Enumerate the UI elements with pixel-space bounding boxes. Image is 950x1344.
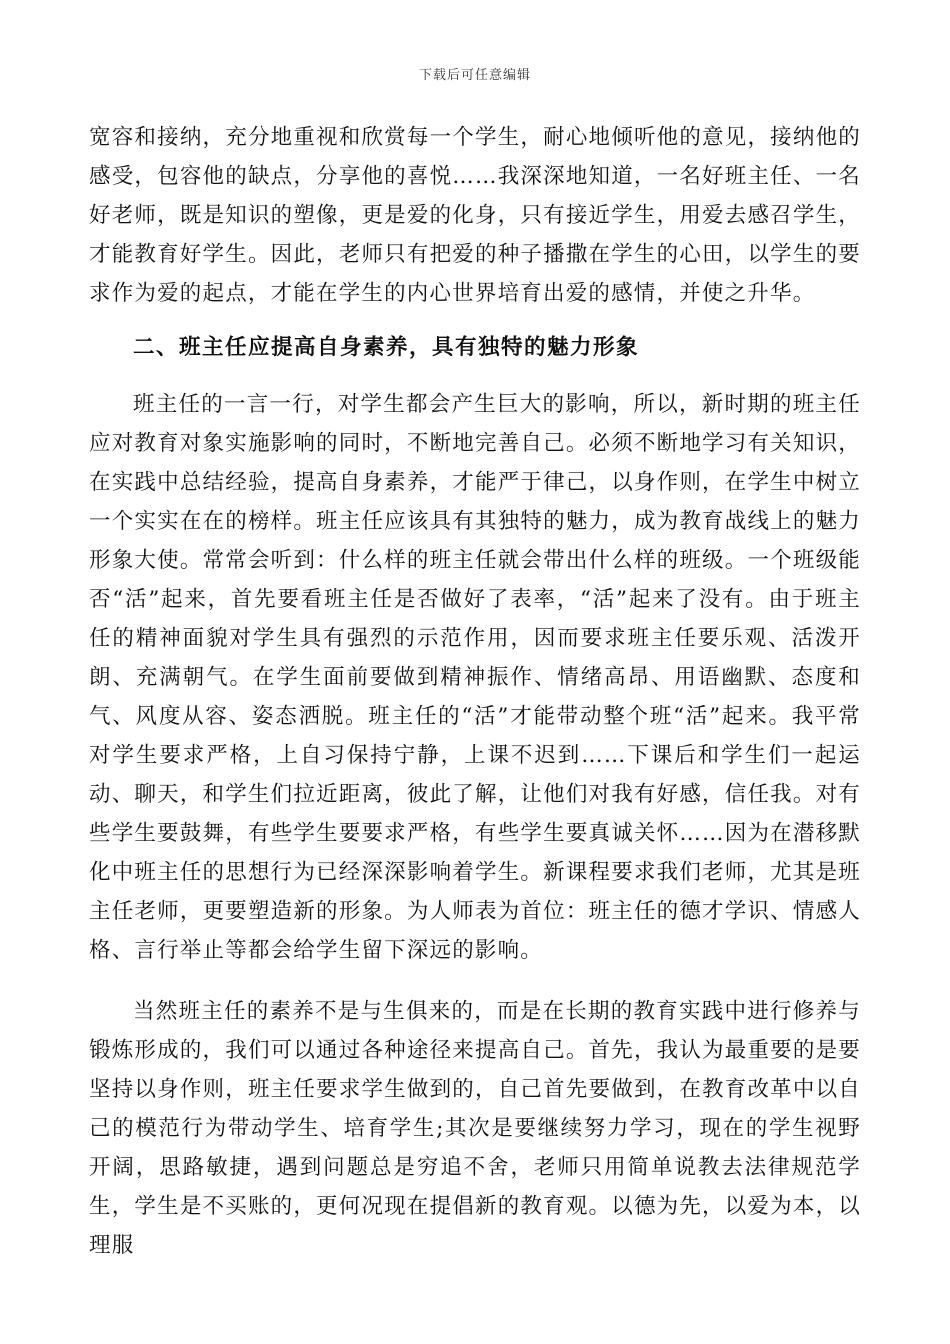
- page-header: 下载后可任意编辑: [418, 68, 531, 83]
- paragraph-body: 当然班主任的素养不是与生俱来的，而是在长期的教育实践中进行修养与锻炼形成的，我们可以通过各种途径来提高自己。首先，我认为最重要的是要坚持以身作则，班主任要求学生做到的，自己首先要做到，在教育改革中以自己的模范行为带动学生、培育学生;其次是要继续努力学习，现在的学生视野开阔，思路敏捷，遇到问题总是穷追不舍，老师只用简单说教去法律规范学生，学生是不买账的，更何况现在提倡新的教育观。以德为先，以爱为本，以理服: [89, 999, 861, 1258]
- paragraph-continuation: 宽容和接纳，充分地重视和欣赏每一个学生，耐心地倾听他的意见，接纳他的感受，包容他的缺点，分享他的喜悦……我深深地知道，一名好班主任、一名好老师，既是知识的塑像，更是爱的化身，只有接近学生，用爱去感召学生，才能教育好学生。因此，老师只有把爱的种子播撒在学生的心田，以学生的要求作为爱的起点，才能在学生的内心世界培育出爱的感情，并使之升华。: [89, 125, 861, 306]
- paragraph-body: 班主任的一言一行，对学生都会产生巨大的影响，所以，新时期的班主任应对教育对象实施影响的同时，不断地完善自己。必须不断地学习有关知识，在实践中总结经验，提高自身素养，才能严于律己，以身作则，在学生中树立一个实实在在的榜样。班主任应该具有其独特的魅力，成为教育战线上的魅力形象大使。常常会听到：什么样的班主任就会带出什么样的班级。一个班级能否“活”起来，首先要看班主任是否做好了表率，“活”起来了没有。由于班主任的精神面貌对学生具有强烈的示范作用，因而要求班主任要乐观、活泼开朗、充满朝气。在学生面前要做到精神振作、情绪高昂、用语幽默、态度和气、风度从容、姿态洒脱。班主任的“活”才能带动整个班“活”起来。我平常对学生要求严格，上自习保持宁静，上课不迟到……下课后和学生们一起运动、聊天，和学生们拉近距离，彼此了解，让他们对我有好感，信任我。对有些学生要鼓舞，有些学生要要求严格，有些学生要真诚关怀……因为在潜移默化中班主任的思想行为已经深深影响着学生。新课程要求我们老师，尤其是班主任老师，更要塑造新的形象。为人师表为首位：班主任的德才学识、情感人格、言行举止等都会给学生留下深远的影响。: [89, 392, 861, 963]
- document-body: [89, 118, 861, 1265]
- section-heading: 二、班主任应提高自身素养，具有独特的魅力形象: [133, 335, 640, 360]
